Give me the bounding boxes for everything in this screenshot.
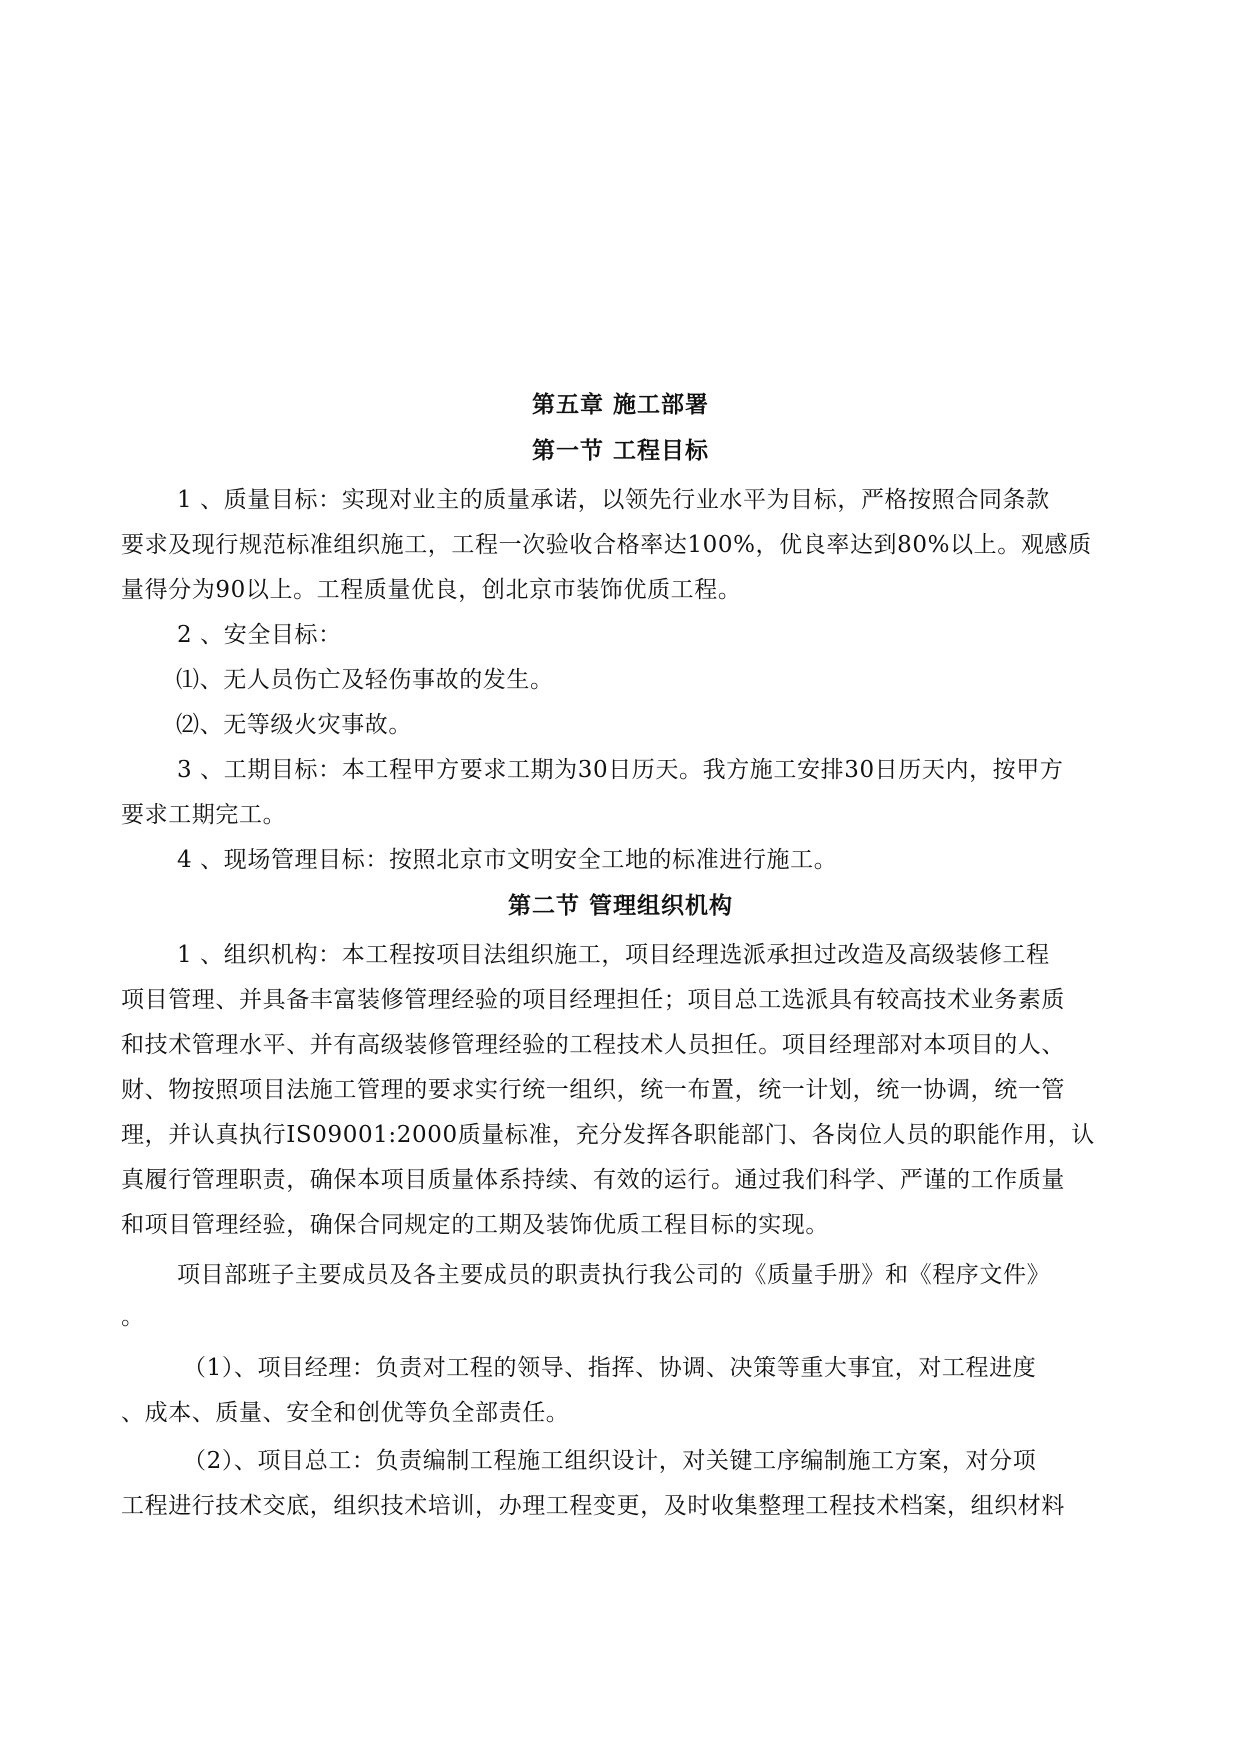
paragraph-line: 和技术管理水平、并有高级装修管理经验的工程技术人员担任。项目经理部对本项目的人、 bbox=[121, 1032, 1065, 1058]
paragraph-line: 1 、质量目标：实现对业主的质量承诺，以领先行业水平为目标，严格按照合同条款 bbox=[177, 487, 1050, 513]
section-title: 第一节 工程目标 bbox=[531, 438, 709, 464]
list-item: ⑵、无等级火灾事故。 bbox=[176, 712, 412, 738]
paragraph-line: 。 bbox=[121, 1304, 145, 1330]
paragraph-line: 项目管理、并具备丰富装修管理经验的项目经理担任；项目总工选派具有较高技术业务素质 bbox=[121, 987, 1065, 1013]
paragraph-line: 1 、组织机构：本工程按项目法组织施工，项目经理选派承担过改造及高级装修工程 bbox=[177, 942, 1050, 968]
paragraph-line: 项目部班子主要成员及各主要成员的职责执行我公司的《质量手册》和《程序文件》 bbox=[177, 1262, 1051, 1288]
paragraph-line: 4 、现场管理目标：按照北京市文明安全工地的标准进行施工。 bbox=[177, 847, 838, 873]
section-title: 第二节 管理组织机构 bbox=[507, 893, 733, 919]
paragraph-line: 理，并认真执行IS09001:2000质量标准，充分发挥各职能部门、各岗位人员的职能作用，认 bbox=[121, 1122, 1095, 1148]
paragraph-line: 和项目管理经验，确保合同规定的工期及装饰优质工程目标的实现。 bbox=[121, 1212, 829, 1238]
paragraph-line: 工程进行技术交底，组织技术培训，办理工程变更，及时收集整理工程技术档案，组织材料 bbox=[121, 1493, 1065, 1519]
paragraph-line: 要求工期完工。 bbox=[121, 802, 287, 828]
paragraph-line: 真履行管理职责，确保本项目质量体系持续、有效的运行。通过我们科学、严谨的工作质量 bbox=[121, 1167, 1065, 1193]
chapter-title: 第五章 施工部署 bbox=[531, 392, 709, 418]
paragraph-line: （2）、项目总工：负责编制工程施工组织设计，对关键工序编制施工方案，对分项 bbox=[183, 1448, 1037, 1474]
paragraph-line: （1）、项目经理：负责对工程的领导、指挥、协调、决策等重大事宜，对工程进度 bbox=[183, 1355, 1037, 1381]
paragraph-line: 量得分为90以上。工程质量优良，创北京市装饰优质工程。 bbox=[121, 577, 742, 603]
paragraph-line: 2 、安全目标： bbox=[177, 622, 342, 648]
paragraph-line: 要求及现行规范标准组织施工，工程一次验收合格率达100%，优良率达到80%以上。观感质 bbox=[121, 532, 1092, 558]
paragraph-line: 3 、工期目标：本工程甲方要求工期为30日历天。我方施工安排30日历天内，按甲方 bbox=[177, 757, 1064, 783]
paragraph-line: 、成本、质量、安全和创优等负全部责任。 bbox=[121, 1400, 570, 1426]
list-item: ⑴、无人员伤亡及轻伤事故的发生。 bbox=[176, 667, 554, 693]
paragraph-line: 财、物按照项目法施工管理的要求实行统一组织，统一布置，统一计划，统一协调，统一管 bbox=[121, 1077, 1065, 1103]
